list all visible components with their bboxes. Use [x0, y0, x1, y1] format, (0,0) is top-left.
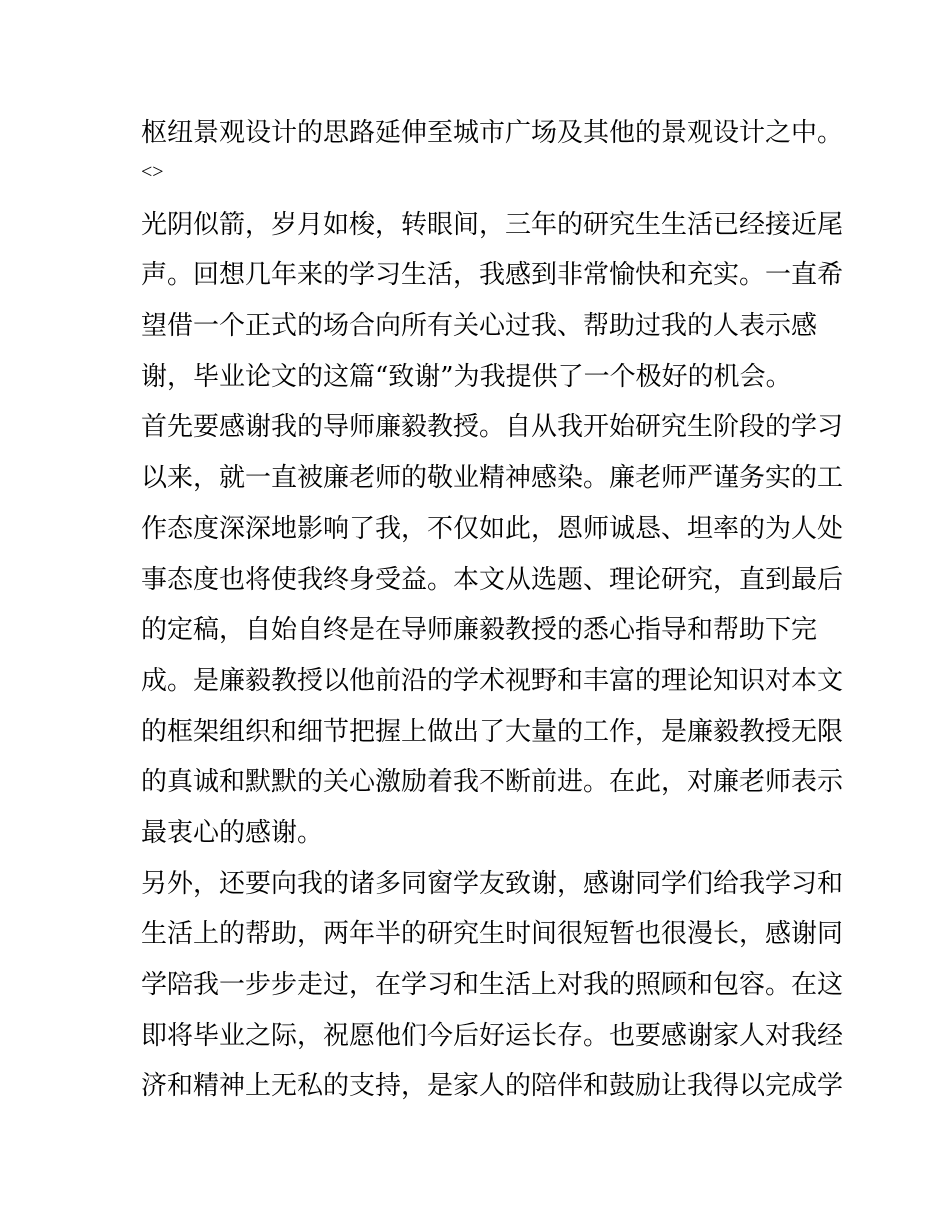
text-line: 光阴似箭，岁月如梭，转眼间，三年的研究生生活已经接近尾	[141, 209, 844, 240]
text-line: 学陪我一步步走过，在学习和生活上对我的照顾和包容。在这	[141, 970, 844, 1000]
document-body	[141, 108, 844, 1112]
text-line: 另外，还要向我的诸多同窗学友致谢，感谢同学们给我学习和	[141, 868, 844, 899]
text-line: 生活上的帮助，两年半的研究生时间很短暂也很漫长，感谢同	[141, 919, 844, 950]
text-line: 枢纽景观设计的思路延伸至城市广场及其他的景观设计之中。	[141, 118, 844, 148]
text-line: 望借一个正式的场合向所有关心过我、帮助过我的人表示感	[141, 311, 818, 342]
text-line: 的定稿，自始自终是在导师廉毅教授的悉心指导和帮助下完	[141, 615, 818, 646]
text-line: 最衷心的感谢。	[141, 817, 324, 848]
text-line: 以来，就一直被廉老师的敬业精神感染。廉老师严谨务实的工	[141, 463, 844, 494]
text-line: 的框架组织和细节把握上做出了大量的工作，是廉毅教授无限	[141, 716, 844, 747]
text-line: 谢，毕业论文的这篇“致谢”为我提供了一个极好的机会。	[141, 361, 792, 392]
text-line: 首先要感谢我的导师廉毅教授。自从我开始研究生阶段的学习	[141, 412, 844, 443]
text-line: 济和精神上无私的支持，是家人的陪伴和鼓励让我得以完成学	[141, 1071, 844, 1102]
text-line: 声。回想几年来的学习生活，我感到非常愉快和充实。一直希	[141, 260, 844, 291]
text-line: 的真诚和默默的关心激励着我不断前进。在此，对廉老师表示	[141, 767, 844, 798]
text-line: 即将毕业之际，祝愿他们今后好运长存。也要感谢家人对我经	[141, 1020, 844, 1051]
text-line-marker: <>	[141, 160, 164, 183]
text-line: 作态度深深地影响了我，不仅如此，恩师诚恳、坦率的为人处	[141, 513, 844, 544]
text-line: 事态度也将使我终身受益。本文从选题、理论研究，直到最后	[141, 564, 844, 595]
text-line: 成。是廉毅教授以他前沿的学术视野和丰富的理论知识对本文	[141, 665, 844, 696]
